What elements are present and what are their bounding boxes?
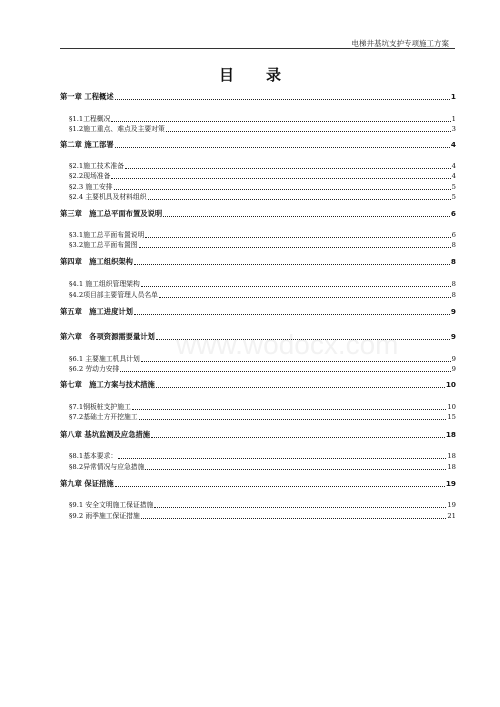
toc-page-number: 9 bbox=[450, 307, 456, 316]
toc-chapter-entry[interactable] bbox=[60, 332, 456, 342]
toc-section-entry[interactable] bbox=[69, 500, 456, 510]
toc-section-entry[interactable] bbox=[69, 279, 456, 289]
toc-page-number: 6 bbox=[451, 231, 456, 239]
toc-entry-label: 第三章 施工总平面布置及说明 bbox=[60, 209, 163, 218]
toc-dot-leader bbox=[114, 189, 451, 190]
toc-page-number: 9 bbox=[451, 355, 456, 363]
toc-entry-label: §3.1施工总平面布置说明 bbox=[69, 231, 145, 239]
toc-dot-leader bbox=[132, 409, 447, 410]
toc-page-number: 18 bbox=[447, 452, 456, 460]
toc-entry-label: §6.1 主要施工机具计划 bbox=[69, 355, 140, 363]
toc-entry-label: 第九章 保证措施 bbox=[60, 479, 114, 488]
toc-dot-leader bbox=[139, 419, 447, 420]
toc-dot-leader bbox=[156, 387, 445, 388]
toc-entry-label: 第七章 施工方案与技术措施 bbox=[60, 380, 155, 389]
toc-dot-leader bbox=[151, 437, 445, 438]
toc-page-number: 4 bbox=[451, 162, 456, 170]
toc-dot-leader bbox=[163, 216, 450, 217]
toc-entry-label: §8.2异常情况与应急措施 bbox=[69, 463, 145, 471]
toc-page-number: 18 bbox=[447, 463, 456, 471]
toc-page-number: 10 bbox=[447, 403, 456, 411]
toc-entry-label: 第二章 施工部署 bbox=[60, 140, 114, 149]
toc-page-number: 3 bbox=[451, 125, 456, 133]
toc-dot-leader bbox=[145, 469, 446, 470]
toc-section-entry[interactable] bbox=[69, 412, 456, 422]
toc-entry-label: §1.1工程概况 bbox=[69, 115, 111, 123]
toc-page-number: 19 bbox=[447, 501, 456, 509]
toc-page-number: 8 bbox=[451, 241, 456, 249]
toc-entry-label: §2.2现场准备 bbox=[69, 172, 111, 180]
toc-section-entry[interactable] bbox=[69, 511, 456, 521]
toc-entry-label: §2.1施工技术准备 bbox=[69, 162, 124, 170]
toc-entry-label: 第一章 工程概述 bbox=[60, 92, 114, 101]
toc-entry-label: §4.2项目部主要管理人员名单 bbox=[69, 291, 158, 299]
toc-dot-leader bbox=[166, 131, 451, 132]
toc-dot-leader bbox=[141, 286, 451, 287]
toc-chapter-entry[interactable] bbox=[60, 430, 456, 440]
toc-entry-label: 第八章 基坑监测及应急措施 bbox=[60, 430, 151, 439]
toc-chapter-entry[interactable] bbox=[60, 209, 456, 219]
toc-entry-label: §7.2基础土方开挖施工 bbox=[69, 413, 138, 421]
toc-entry-label: 第六章 各项资源需要量计划 bbox=[60, 332, 155, 341]
toc-entry-label: §1.2施工重点、难点及主要对策 bbox=[69, 125, 165, 133]
toc-page-number: 10 bbox=[445, 380, 456, 389]
toc-section-entry[interactable] bbox=[69, 230, 456, 240]
toc-page-number: 19 bbox=[445, 479, 456, 488]
toc-entry-label: §7.1钢板桩支护施工 bbox=[69, 403, 131, 411]
toc-section-entry[interactable] bbox=[69, 402, 456, 412]
toc-dot-leader bbox=[111, 121, 450, 122]
toc-dot-leader bbox=[118, 458, 446, 459]
toc-section-entry[interactable] bbox=[69, 192, 456, 202]
toc-section-entry[interactable] bbox=[69, 451, 456, 461]
toc-entry-label: 第四章 施工组织架构 bbox=[60, 257, 133, 266]
toc-section-entry[interactable] bbox=[69, 171, 456, 181]
toc-section-entry[interactable] bbox=[69, 354, 456, 364]
toc-dot-leader bbox=[125, 168, 451, 169]
toc-page-number: 6 bbox=[450, 209, 456, 218]
toc-page-number: 5 bbox=[451, 193, 456, 201]
toc-dot-leader bbox=[141, 361, 451, 362]
toc-chapter-entry[interactable] bbox=[60, 307, 456, 317]
watermark: www.wodocx.com bbox=[176, 329, 399, 360]
toc-section-entry[interactable] bbox=[69, 364, 456, 374]
toc-entry-label: §8.1基本要求： bbox=[69, 452, 118, 460]
toc-dot-leader bbox=[134, 264, 450, 265]
toc-dot-leader bbox=[111, 178, 450, 179]
toc-page-number: 8 bbox=[451, 291, 456, 299]
toc-dot-leader bbox=[145, 237, 450, 238]
toc-chapter-entry[interactable] bbox=[60, 479, 456, 489]
toc-dot-leader bbox=[115, 486, 445, 487]
toc-chapter-entry[interactable] bbox=[60, 140, 456, 150]
toc-chapter-entry[interactable] bbox=[60, 92, 456, 102]
toc-page-number: 9 bbox=[451, 365, 456, 373]
toc-page-number: 1 bbox=[451, 115, 456, 123]
toc-dot-leader bbox=[141, 518, 447, 519]
toc-dot-leader bbox=[115, 99, 450, 100]
toc-entry-label: §2.3 施工安排 bbox=[69, 183, 113, 191]
toc-page-number: 9 bbox=[450, 332, 456, 341]
toc-dot-leader bbox=[156, 339, 450, 340]
toc-section-entry[interactable] bbox=[69, 114, 456, 124]
toc-dot-leader bbox=[154, 507, 446, 508]
toc-page-number: 5 bbox=[451, 183, 456, 191]
toc-dot-leader bbox=[134, 314, 450, 315]
toc-section-entry[interactable] bbox=[69, 161, 456, 171]
page-title-char-2: 录 bbox=[266, 66, 282, 84]
toc-page-number: 8 bbox=[450, 257, 456, 266]
toc-entry-label: §9.2 雨季施工保证措施 bbox=[69, 512, 140, 520]
toc-section-entry[interactable] bbox=[69, 182, 456, 192]
toc-page-number: 21 bbox=[447, 512, 456, 520]
running-header: 电梯井基坑支护专项施工方案 bbox=[351, 39, 449, 48]
toc-chapter-entry[interactable] bbox=[60, 380, 456, 390]
toc-page-number: 8 bbox=[451, 280, 456, 288]
toc-dot-leader bbox=[159, 297, 451, 298]
toc-entry-label: §3.2施工总平面布置图 bbox=[69, 241, 138, 249]
page-title-char-1: 目 bbox=[218, 66, 234, 84]
toc-entry-label: §9.1 安全文明施工保证措施 bbox=[69, 501, 154, 509]
toc-page-number: 4 bbox=[451, 172, 456, 180]
toc-entry-label: §6.2 劳动力安排 bbox=[69, 365, 120, 373]
toc-entry-label: 第五章 施工进度计划 bbox=[60, 307, 133, 316]
toc-section-entry[interactable] bbox=[69, 462, 456, 472]
toc-section-entry[interactable] bbox=[69, 124, 456, 134]
toc-page-number: 4 bbox=[450, 140, 456, 149]
toc-page-number: 15 bbox=[447, 413, 456, 421]
toc-entry-label: §2.4 主要机具及材料组织 bbox=[69, 193, 147, 201]
toc-chapter-entry[interactable] bbox=[60, 257, 456, 267]
toc-dot-leader bbox=[148, 199, 451, 200]
toc-section-entry[interactable] bbox=[69, 240, 456, 250]
toc-dot-leader bbox=[120, 371, 450, 372]
toc-entry-label: §4.1 施工组织管理架构 bbox=[69, 280, 140, 288]
toc-dot-leader bbox=[139, 247, 451, 248]
toc-section-entry[interactable] bbox=[69, 290, 456, 300]
toc-page-number: 1 bbox=[450, 92, 456, 101]
toc-dot-leader bbox=[115, 147, 450, 148]
toc-page-number: 18 bbox=[445, 430, 456, 439]
